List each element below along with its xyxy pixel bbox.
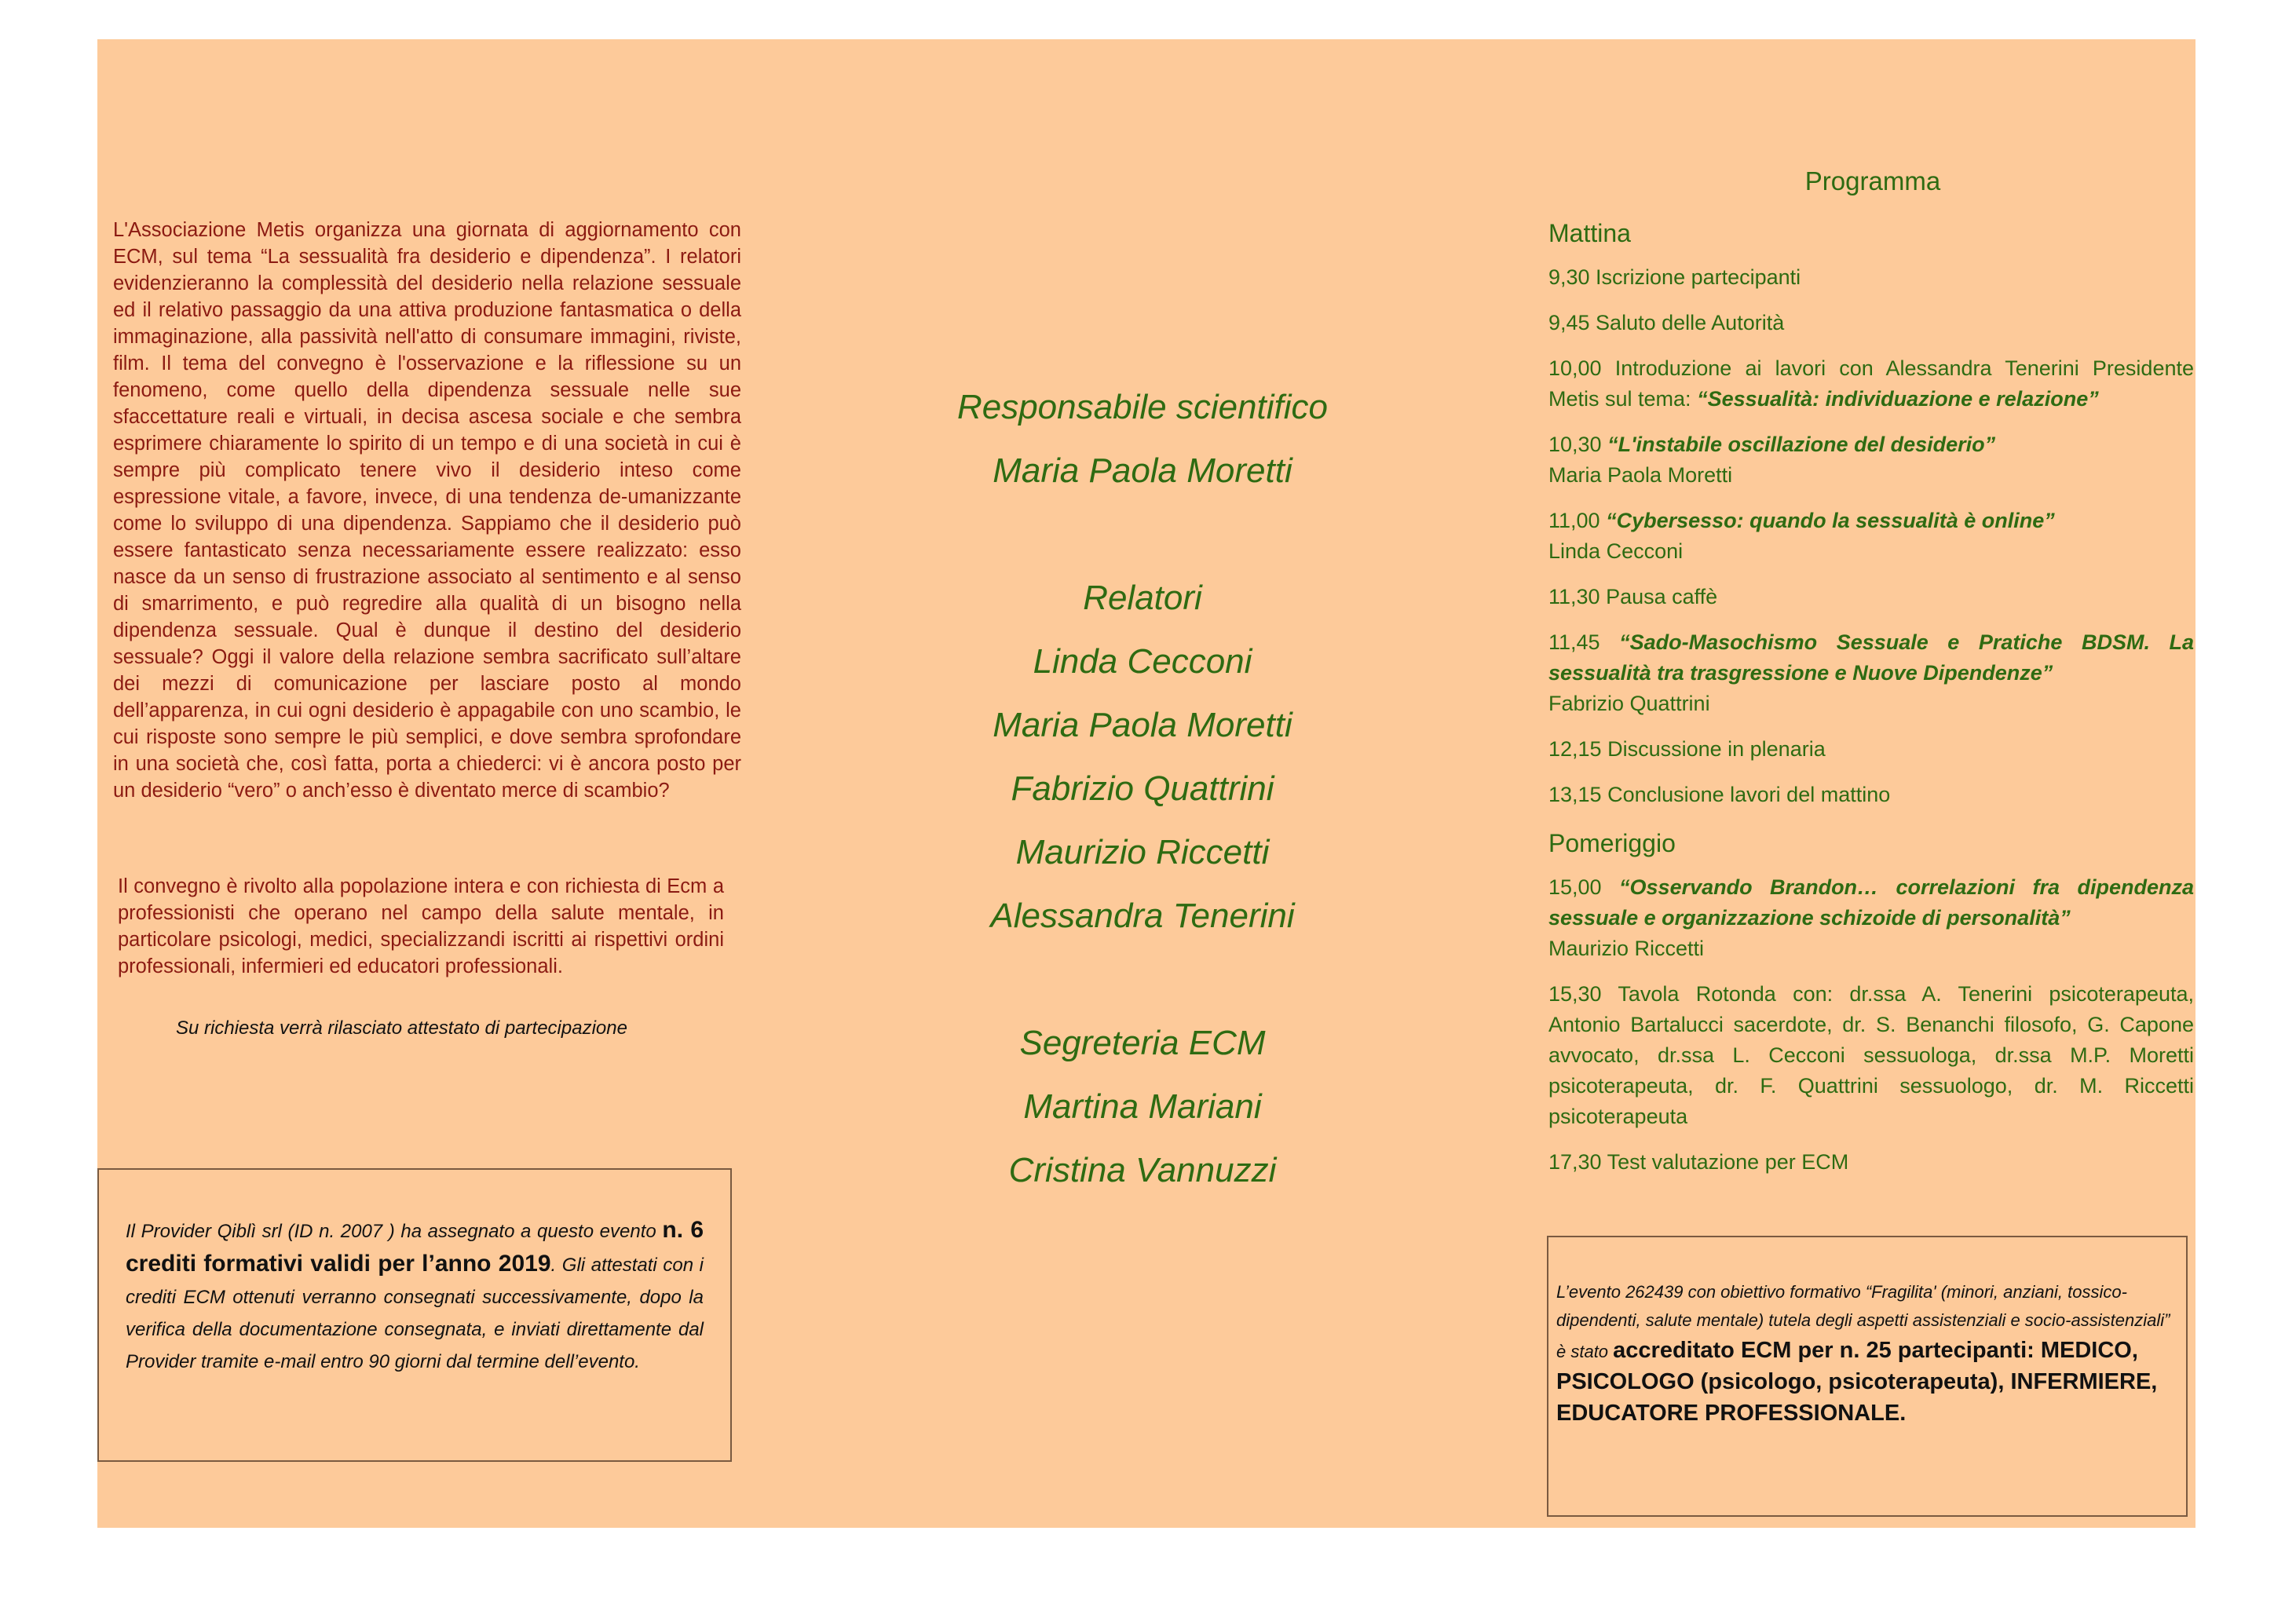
provider-box — [97, 1168, 732, 1462]
program-item: 15,30 Tavola Rotonda con: dr.ssa A. Tenerini psicoterapeuta, Antonio Bartalucci sacerdote, dr. S. Benanchi filosofo, G. Capone avvocato, dr.ssa L. Cecconi sessuologa, dr.ssa M.P. Moretti psicoterapeuta, dr. F. Quattrini sessuologo, dr. M. Riccetti psicoterapeuta — [1548, 982, 2194, 1128]
segreteria-title: Segreteria ECM — [1019, 1024, 1266, 1062]
program-item-time: 15,00 — [1548, 875, 1620, 899]
program-item: 9,45 Saluto delle Autorità — [1548, 311, 1785, 334]
program-item-speaker: Maurizio Riccetti — [1548, 937, 1705, 960]
target-audience-text: Il convegno è rivolto alla popolazione intera e con richiesta di Ecm a professionisti che operano nel campo della salute mentale, in particolare psicologi, medici, specializzandi iscritti ai rispettivi ordini professionali, infermieri ed educatori professionali. — [118, 875, 724, 977]
program-title: Programma — [1804, 166, 1941, 195]
program-item — [1548, 353, 2194, 415]
ecm-accreditation-box — [1547, 1236, 2188, 1517]
intro-paragraph: L'Associazione Metis organizza una giornata di aggiornamento con ECM, sul tema “La sessualità fra desiderio e dipendenza”. I relatori evidenzieranno la complessità del desiderio nella relazione sessuale ed il relativo passaggio da una attiva produzione fantasmatica o della immaginazione, alla passività nell'atto di consumare immagini, riviste, film. Il tema del convegno è l'osservazione e la riflessione su un fenomeno, come quello della dipendenza sessuale nelle sue sfaccettature reali e virtuali, in decisa ascesa sociale e che sembra esprimere chiaramente lo spirito di un tempo e di una società in cui è sempre più complicato tenere vivo il desiderio inteso come espressione vitale, a favore, invece, di una tendenza de-umanizzante come lo sviluppo di una dipendenza. Sappiamo che il desiderio può essere fantasticato senza necessariamente essere realizzato: esso nasce da un senso di frustrazione associato al sentimento e al senso di smarrimento, e può regredire alla qualità di un bisogno nella dipendenza sessuale. Qual è dunque il destino del desiderio sessuale? Oggi il valore della relazione sembra sacrificato sull’altare dei mezzi di comunicazione per lasciare posto al mondo dell’apparenza, in cui ogni desiderio è appagabile con uno scambio, le cui risposte sono sempre le più semplici, e dove sembra sprofondare in una società che, così fatta, porta a chiederci: vi è ancora posto per un desiderio “vero” o anch’esso è diventato merce di scambio? — [113, 219, 741, 802]
relatore-name: Alessandra Tenerini — [990, 897, 1295, 935]
program-item: 9,30 Iscrizione partecipanti — [1548, 265, 1801, 289]
program-item: 13,15 Conclusione lavori del mattino — [1548, 783, 1891, 806]
program-item-time: 11,45 — [1548, 630, 1620, 654]
segreteria-name: Cristina Vannuzzi — [1008, 1151, 1277, 1189]
program-item — [1548, 429, 2194, 491]
program-item: 11,30 Pausa caffè — [1548, 585, 1718, 608]
program-item — [1548, 627, 2194, 719]
intro-text — [113, 217, 741, 804]
relatori-title: Relatori — [1083, 579, 1202, 617]
provider-text-1: Il Provider Qiblì srl (ID n. 2007 ) ha assegnato a questo evento — [126, 1221, 663, 1242]
program-list — [1548, 215, 2194, 1193]
program-item: 17,30 Test valutazione per ECM — [1548, 1150, 1849, 1174]
ecm-text: L’evento 262439 con obiettivo formativo “Fragilita' (minori, anziani, tossico-dipendenti, salute mentale) tutela degli aspetti assistenziali e socio-assistenziali” è stato — [1556, 1282, 2170, 1361]
program-item-title: “L'instabile oscillazione del desiderio” — [1607, 433, 1996, 456]
program-item-time: 10,30 — [1548, 433, 1608, 456]
section-pomeriggio: Pomeriggio — [1548, 829, 1676, 857]
responsabile-name: Maria Paola Moretti — [993, 451, 1292, 490]
segreteria-name: Martina Mariani — [1023, 1087, 1262, 1126]
program-item-speaker: Fabrizio Quattrini — [1548, 692, 1710, 715]
program-item — [1548, 506, 2194, 567]
program-item-speaker: Maria Paola Moretti — [1548, 463, 1733, 487]
program-item-title: “Sessualità: individuazione e relazione” — [1697, 387, 2099, 411]
program-item-text: 10,00 Introduzione ai lavori con Alessandra Tenerini Presidente Metis sul tema: — [1548, 356, 2194, 411]
relatore-name: Fabrizio Quattrini — [1011, 769, 1274, 808]
program-item-title: “Cybersesso: quando la sessualità è online” — [1606, 509, 2055, 532]
program-item-time: 11,00 — [1548, 509, 1607, 532]
ecm-accreditation: accreditato ECM per n. 25 partecipanti: MEDICO, PSICOLOGO (psicologo, psicoterapeuta), INFERMIERE, EDUCATORE PROFESSIONALE. — [1556, 1338, 2158, 1426]
provider-credits: n. 6 crediti formativi validi per l’anno 2019 — [126, 1217, 704, 1277]
program-item: 12,15 Discussione in plenaria — [1548, 737, 1826, 761]
provider-text-2: . Gli attestati con i crediti ECM ottenuti verranno consegnati successivamente, dopo la verifica della documentazione consegnata, e inviati direttamente dal Provider tramite e-mail entro 90 giorni dal termine dell’evento. — [126, 1255, 704, 1372]
program-item-title: “Osservando Brandon… correlazioni fra dipendenza sessuale e organizzazione schizoide di personalità” — [1548, 875, 2194, 930]
program-item — [1548, 872, 2194, 964]
relatore-name: Linda Cecconi — [1033, 642, 1252, 681]
organizers-panel — [856, 375, 1429, 1202]
relatore-name: Maria Paola Moretti — [993, 706, 1292, 744]
program-item-title: “Sado-Masochismo Sessuale e Pratiche BDSM. La sessualità tra trasgressione e Nuove Dipendenze” — [1548, 630, 2194, 685]
attendance-note: Su richiesta verrà rilasciato attestato di partecipazione — [176, 1017, 627, 1039]
responsabile-title: Responsabile scientifico — [956, 388, 1329, 426]
relatore-name: Maurizio Riccetti — [1015, 833, 1270, 871]
section-mattina: Mattina — [1548, 219, 1631, 247]
program-item-speaker: Linda Cecconi — [1548, 539, 1684, 563]
